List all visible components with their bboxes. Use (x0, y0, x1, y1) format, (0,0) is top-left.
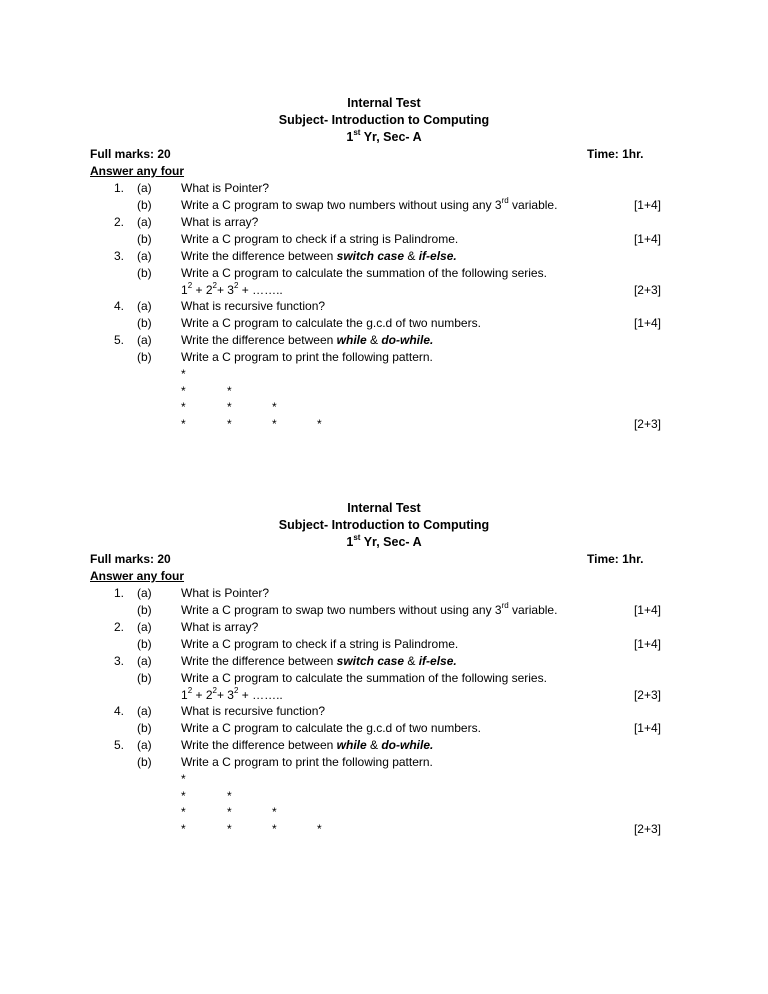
pattern-star: * (181, 384, 186, 398)
time-allowed: Time: 1hr. (587, 552, 644, 566)
q3-b-text: Write a C program to calculate the summation of the following series. (181, 266, 547, 280)
q4-number: 4. (113, 299, 124, 313)
q2-b-text: Write a C program to check if a string is Palindrome. (181, 232, 459, 246)
q2-b-label: (b) (137, 637, 152, 651)
pattern-star: * (227, 789, 232, 803)
q4-b-label: (b) (137, 316, 152, 330)
q4-marks: [1+4] (633, 316, 661, 330)
full-marks: Full marks: 20 (90, 147, 171, 161)
q4-a-text: What is recursive function? (181, 704, 326, 718)
q3-a-label: (a) (137, 654, 152, 668)
q1-marks: [1+4] (633, 198, 661, 212)
pattern-star: * (181, 417, 186, 431)
q3-series: $1^2 + 2^2+ 3^2$ + …….. (181, 281, 283, 297)
pattern-star: * (317, 822, 322, 836)
q2-a-label: (a) (137, 620, 152, 634)
pattern-star: * (272, 822, 277, 836)
q1-marks: [1+4] (633, 603, 661, 617)
pattern-star: * (227, 384, 232, 398)
pattern-star: * (227, 417, 232, 431)
q3-marks: [2+3] (633, 688, 661, 702)
q3-number: 3. (113, 249, 124, 263)
instruction: Answer any four (90, 569, 185, 583)
q5-marks: [2+3] (633, 417, 661, 431)
q1-b-text: Write a C program to swap two numbers without using any 3rd variable. (181, 196, 558, 212)
q2-a-text: What is array? (181, 215, 259, 229)
q5-b-label: (b) (137, 350, 152, 364)
q4-a-label: (a) (137, 299, 152, 313)
q1-a-text: What is Pointer? (181, 181, 270, 195)
q4-number: 4. (113, 704, 124, 718)
q5-a-label: (a) (137, 333, 152, 347)
full-marks: Full marks: 20 (90, 552, 171, 566)
subject-line: Subject- Introduction to Computing (278, 113, 490, 127)
q3-b-label: (b) (137, 671, 152, 685)
q4-a-text: What is recursive function? (181, 299, 326, 313)
q2-number: 2. (113, 620, 124, 634)
q1-b-text: Write a C program to swap two numbers without using any 3rd variable. (181, 601, 558, 617)
q2-a-text: What is array? (181, 620, 259, 634)
q5-a-text: Write the difference between while & do-while. (181, 738, 434, 752)
q5-number: 5. (113, 738, 124, 752)
pattern-star: * (317, 417, 322, 431)
q1-b-label: (b) (137, 603, 152, 617)
q5-number: 5. (113, 333, 124, 347)
q5-a-text: Write the difference between while & do-while. (181, 333, 434, 347)
pattern-star: * (227, 805, 232, 819)
time-allowed: Time: 1hr. (587, 147, 644, 161)
q3-a-text: Write the difference between switch case & if-else. (181, 249, 457, 263)
subject-line: Subject- Introduction to Computing (278, 518, 490, 532)
q3-series: $1^2 + 2^2+ 3^2$ + …….. (181, 686, 283, 702)
q3-marks: [2+3] (633, 283, 661, 297)
q4-b-text: Write a C program to calculate the g.c.d of two numbers. (181, 316, 481, 330)
pattern-star: * (272, 805, 277, 819)
q2-marks: [1+4] (633, 232, 661, 246)
q2-marks: [1+4] (633, 637, 661, 651)
q5-a-label: (a) (137, 738, 152, 752)
test-title: Internal Test (347, 96, 421, 110)
q3-b-text: Write a C program to calculate the summation of the following series. (181, 671, 547, 685)
q2-a-label: (a) (137, 215, 152, 229)
test-title: Internal Test (347, 501, 421, 515)
q1-number: 1. (113, 181, 124, 195)
q3-a-text: Write the difference between switch case & if-else. (181, 654, 457, 668)
q3-number: 3. (113, 654, 124, 668)
q5-marks: [2+3] (633, 822, 661, 836)
pattern-star: * (227, 400, 232, 414)
q1-number: 1. (113, 586, 124, 600)
q4-b-text: Write a C program to calculate the g.c.d of two numbers. (181, 721, 481, 735)
pattern-star: * (181, 367, 186, 381)
instruction: Answer any four (90, 164, 185, 178)
q1-a-text: What is Pointer? (181, 586, 270, 600)
pattern-star: * (227, 822, 232, 836)
q4-marks: [1+4] (633, 721, 661, 735)
q1-b-label: (b) (137, 198, 152, 212)
q5-b-text: Write a C program to print the following pattern. (181, 755, 433, 769)
q1-a-label: (a) (137, 586, 152, 600)
q2-b-text: Write a C program to check if a string is Palindrome. (181, 637, 459, 651)
pattern-star: * (181, 789, 186, 803)
year-section-line: 1st Yr, Sec- A (346, 127, 422, 144)
q5-b-text: Write a C program to print the following pattern. (181, 350, 433, 364)
q1-a-label: (a) (137, 181, 152, 195)
q2-b-label: (b) (137, 232, 152, 246)
pattern-star: * (272, 417, 277, 431)
q4-b-label: (b) (137, 721, 152, 735)
year-section-line: 1st Yr, Sec- A (346, 532, 422, 549)
q4-a-label: (a) (137, 704, 152, 718)
pattern-star: * (181, 400, 186, 414)
pattern-star: * (181, 805, 186, 819)
q3-b-label: (b) (137, 266, 152, 280)
pattern-star: * (181, 772, 186, 786)
pattern-star: * (181, 822, 186, 836)
pattern-star: * (272, 400, 277, 414)
q2-number: 2. (113, 215, 124, 229)
q5-b-label: (b) (137, 755, 152, 769)
q3-a-label: (a) (137, 249, 152, 263)
